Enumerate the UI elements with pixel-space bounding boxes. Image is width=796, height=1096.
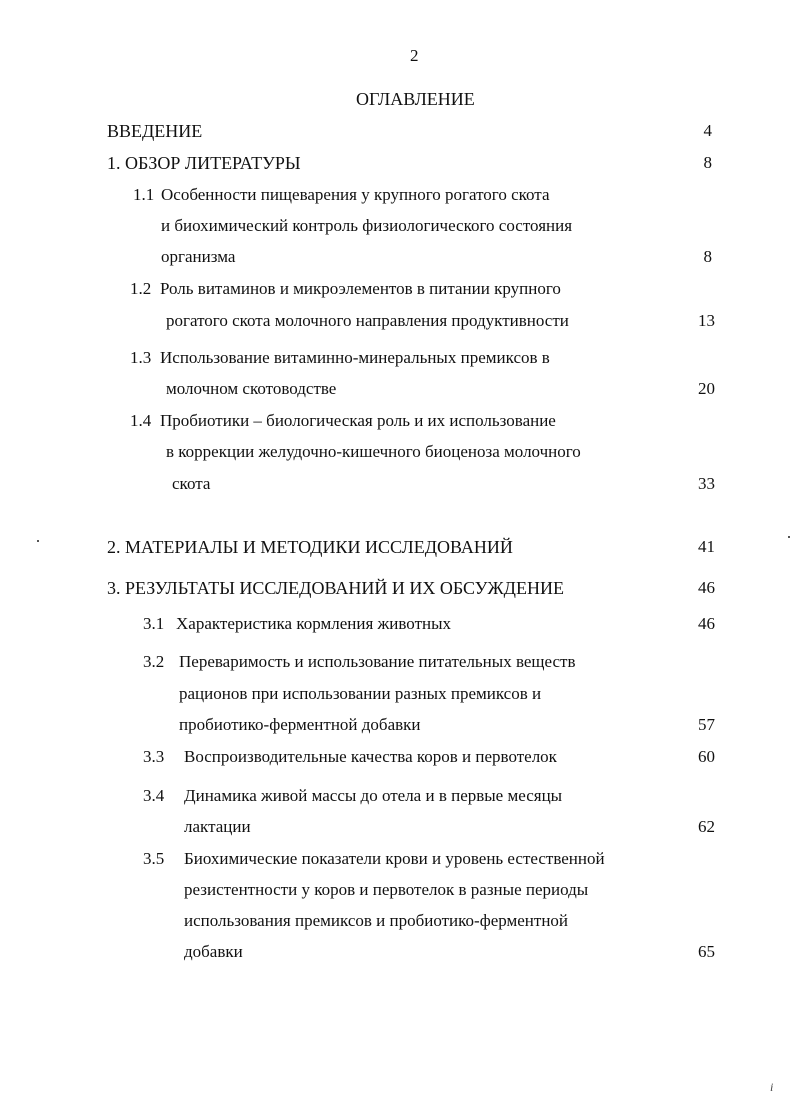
toc-chapter-3-page: 46 — [698, 578, 715, 597]
toc-section-3-1-line1[interactable]: Характеристика кормления животных — [176, 614, 452, 633]
toc-section-3-2-number: 3.2 — [143, 652, 165, 671]
toc-section-1-3-number: 1.3 — [130, 348, 152, 367]
toc-section-3-2-line3[interactable]: пробиотико-ферментной добавки — [179, 715, 421, 734]
toc-section-1-2-line2[interactable]: рогатого скота молочного направления продуктивности — [166, 311, 569, 330]
toc-section-1-3-line2[interactable]: молочном скотоводстве — [166, 379, 337, 398]
toc-entry-intro-title[interactable]: ВВЕДЕНИЕ — [107, 121, 203, 141]
toc-section-3-1-number: 3.1 — [143, 614, 165, 633]
toc-section-1-4-line1[interactable]: Пробиотики – биологическая роль и их использование — [160, 411, 556, 430]
scan-speck-left — [37, 540, 39, 542]
corner-mark: i — [770, 1080, 774, 1094]
toc-section-1-1-line2[interactable]: и биохимический контроль физиологического состояния — [161, 216, 573, 235]
toc-section-3-2-line2[interactable]: рационов при использовании разных премиксов и — [179, 684, 542, 703]
scan-speck-right — [788, 536, 790, 538]
toc-section-1-4-line3[interactable]: скота — [172, 474, 211, 493]
toc-section-3-5-line4[interactable]: добавки — [184, 942, 243, 961]
toc-section-3-5-line2[interactable]: резистентности у коров и первотелок в разные периоды — [184, 880, 589, 899]
toc-section-1-3-line1[interactable]: Использование витаминно-минеральных премиксов в — [160, 348, 550, 367]
toc-section-1-4-line2[interactable]: в коррекции желудочно-кишечного биоценоза молочного — [166, 442, 581, 461]
toc-section-3-2-line1[interactable]: Переваримость и использование питательных веществ — [179, 652, 576, 671]
toc-section-3-3-line1[interactable]: Воспроизводительные качества коров и первотелок — [184, 747, 557, 766]
toc-section-3-5-number: 3.5 — [143, 849, 165, 868]
page-number: 2 — [410, 46, 419, 65]
toc-section-3-4-number: 3.4 — [143, 786, 165, 805]
toc-heading: ОГЛАВЛЕНИЕ — [356, 89, 475, 109]
toc-section-1-4-page: 33 — [698, 474, 715, 493]
toc-section-3-4-line1[interactable]: Динамика живой массы до отела и в первые месяцы — [184, 786, 563, 805]
toc-section-3-3-page: 60 — [698, 747, 715, 766]
toc-section-3-5-line1[interactable]: Биохимические показатели крови и уровень естественной — [184, 849, 605, 868]
toc-chapter-1-page: 8 — [703, 153, 712, 172]
toc-section-3-4-page: 62 — [698, 817, 715, 836]
toc-chapter-2-title[interactable]: 2. МАТЕРИАЛЫ И МЕТОДИКИ ИССЛЕДОВАНИЙ — [107, 537, 513, 557]
toc-section-1-2-line1[interactable]: Роль витаминов и микроэлементов в питании крупного — [160, 279, 561, 298]
toc-section-3-2-page: 57 — [698, 715, 715, 734]
toc-section-1-4-number: 1.4 — [130, 411, 152, 430]
toc-section-3-3-number: 3.3 — [143, 747, 165, 766]
toc-section-3-4-line2[interactable]: лактации — [184, 817, 251, 836]
toc-section-3-5-page: 65 — [698, 942, 715, 961]
toc-chapter-1-title[interactable]: 1. ОБЗОР ЛИТЕРАТУРЫ — [107, 153, 301, 173]
toc-section-1-3-page: 20 — [698, 379, 715, 398]
toc-section-1-1-page: 8 — [703, 247, 712, 266]
toc-entry-intro-page: 4 — [703, 121, 712, 140]
toc-chapter-2-page: 41 — [698, 537, 715, 556]
toc-section-3-5-line3[interactable]: использования премиксов и пробиотико-ферментной — [184, 911, 569, 930]
toc-section-1-1-line1[interactable]: Особенности пищеварения у крупного рогатого скота — [161, 185, 550, 204]
toc-section-1-1-number: 1.1 — [133, 185, 155, 204]
toc-chapter-3-title[interactable]: 3. РЕЗУЛЬТАТЫ ИССЛЕДОВАНИЙ И ИХ ОБСУЖДЕНИЕ — [107, 578, 564, 598]
toc-section-1-2-number: 1.2 — [130, 279, 152, 298]
toc-section-3-1-page: 46 — [698, 614, 715, 633]
toc-section-1-2-page: 13 — [698, 311, 715, 330]
toc-section-1-1-line3[interactable]: организма — [161, 247, 236, 266]
